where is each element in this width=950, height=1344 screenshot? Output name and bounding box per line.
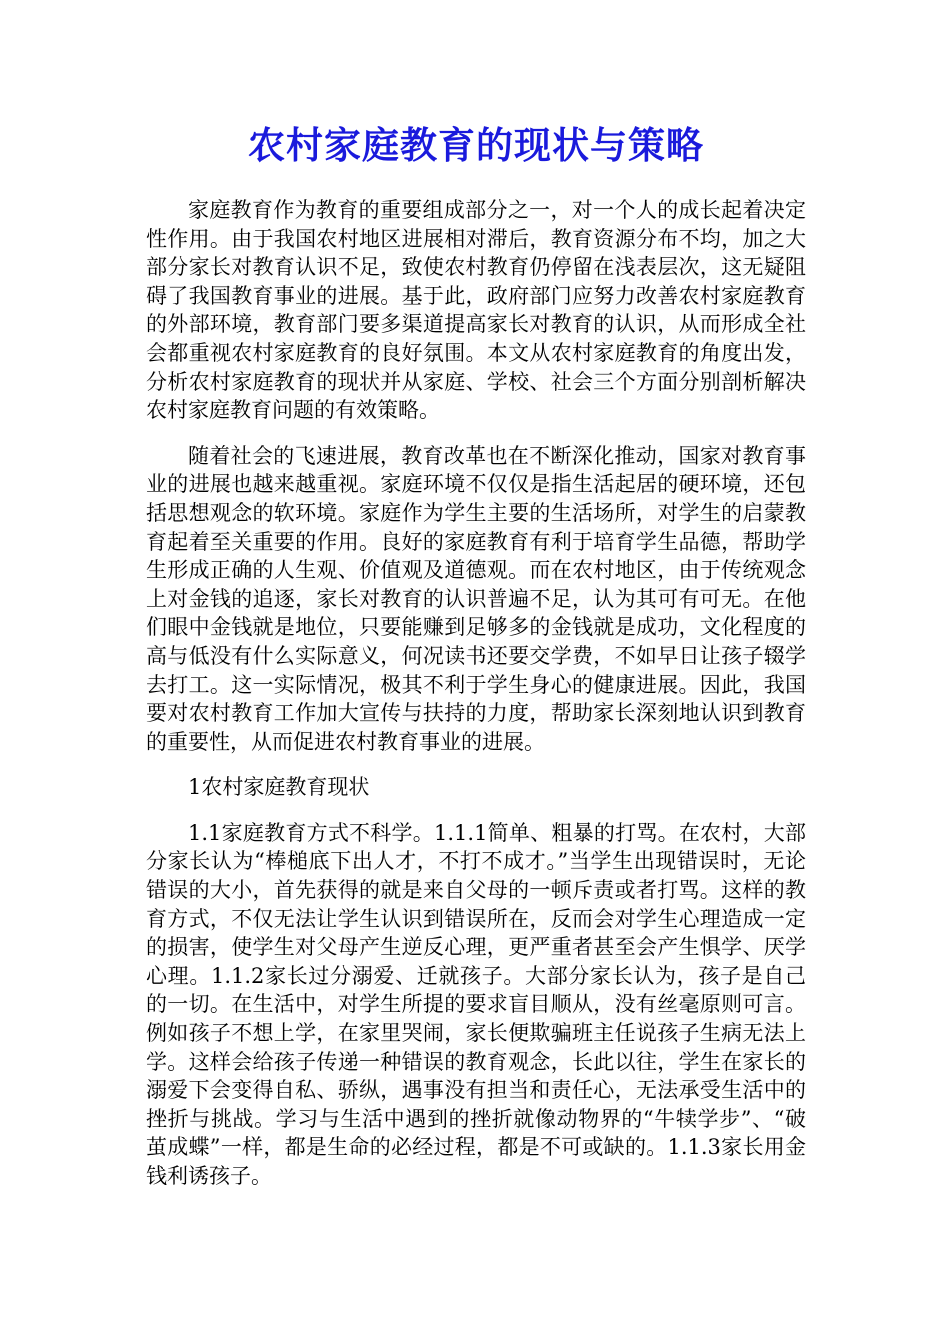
intro-paragraph: 家庭教育作为教育的重要组成部分之一，对一个人的成长起着决定性作用。由于我国农村地区进展相对滞后，教育资源分布不均，加之大部分家长对教育认识不足，致使农村教育仍停留在浅表层次，这无疑阻碍了我国教育事业的进展。基于此，政府部门应努力改善农村家庭教育的外部环境，教育部门要多渠道提高家长对教育的认识，从而形成全社会都重视农村家庭教育的良好氛围。本文从农村家庭教育的角度出发，分析农村家庭教育的现状并从家庭、学校、社会三个方面分别剖析解决农村家庭教育问题的有效策略。 — [146, 198, 806, 423]
document-title: 农村家庭教育的现状与策略 — [248, 124, 704, 167]
section-heading: 1农村家庭教育现状 — [188, 775, 370, 800]
section-paragraph: 1.1家庭教育方式不科学。1.1.1简单、粗暴的打骂。在农村，大部分家长认为“棒槌底下出人才，不打不成才。”当学生出现错误时，无论错误的大小，首先获得的就是来自父母的一顿斥责或者打骂。这样的教育方式，不仅无法让学生认识到错误所在，反而会对学生心理造成一定的损害，使学生对父母产生逆反心理，更严重者甚至会产生惧学、厌学心理。1.1.2家长过分溺爱、迁就孩子。大部分家长认为，孩子是自己的一切。在生活中，对学生所提的要求盲目顺从，没有丝毫原则可言。例如孩子不想上学，在家里哭闹，家长便欺骗班主任说孩子生病无法上学。这样会给孩子传递一种错误的教育观念，长此以往，学生在家长的溺爱下会变得自私、骄纵，遇事没有担当和责任心，无法承受生活中的挫折与挑战。学习与生活中遇到的挫折就像动物界的“牛犊学步”、“破茧成蝶”一样，都是生命的必经过程，都是不可或缺的。1.1.3家长用金钱利诱孩子。 — [146, 820, 806, 1188]
background-paragraph: 随着社会的飞速进展，教育改革也在不断深化推动，国家对教育事业的进展也越来越重视。家庭环境不仅仅是指生活起居的硬环境，还包括思想观念的软环境。家庭作为学生主要的生活场所，对学生的启蒙教育起着至关重要的作用。良好的家庭教育有利于培育学生品德，帮助学生形成正确的人生观、价值观及道德观。而在农村地区，由于传统观念上对金钱的追逐，家长对教育的认识普遍不足，认为其可有可无。在他们眼中金钱就是地位，只要能赚到足够多的金钱就是成功，文化程度的高与低没有什么实际意义，何况读书还要交学费，不如早日让孩子辍学去打工。这一实际情况，极其不利于学生身心的健康进展。因此，我国要对农村教育工作加大宣传与扶持的力度，帮助家长深刻地认识到教育的重要性，从而促进农村教育事业的进展。 — [146, 443, 806, 754]
document-page — [146, 122, 806, 1208]
